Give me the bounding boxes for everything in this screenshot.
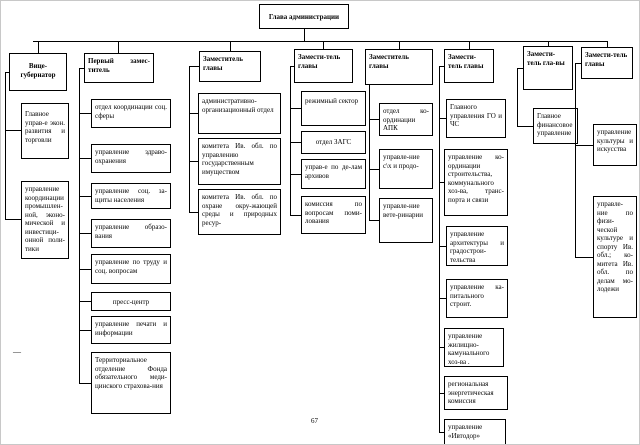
connector-line <box>290 66 291 216</box>
connector-line <box>290 215 301 216</box>
org-unit-box: управление архитектуры и градострои-тельства <box>446 226 508 266</box>
connector-line <box>5 130 21 131</box>
org-unit-box: Главное финансовое управление <box>533 108 578 144</box>
org-unit-box: Главного управления ГО и ЧС <box>446 99 506 138</box>
connector-line <box>439 118 446 119</box>
connector-line <box>189 161 198 162</box>
connector-line <box>369 119 379 120</box>
connector-line <box>304 29 305 41</box>
org-unit-box: комитета Ив. обл. по охране окру-жающей среды и природных ресур- <box>198 189 281 235</box>
connector-line <box>189 66 190 212</box>
connector-line <box>439 246 446 247</box>
box-vice-governor: Вице-губернатор <box>9 53 67 91</box>
org-unit-box: управление соц. за-щиты населения <box>91 183 171 209</box>
org-unit-box: управление по труду и соц. вопросам <box>91 254 171 284</box>
org-unit-box: отдел ЗАГС <box>301 131 366 154</box>
connector-line <box>79 68 80 383</box>
connector-line <box>290 174 301 175</box>
org-unit-box: комиссия по вопросам поми-лования <box>301 196 366 234</box>
org-unit-box: Территориальное отделение Фонда обязательного меди-цинского страхова-ния <box>91 352 171 414</box>
connector-line <box>517 68 518 126</box>
connector-line <box>79 330 91 331</box>
org-unit-box: управление печати и информации <box>91 316 171 344</box>
connector-line <box>79 158 91 159</box>
org-unit-box: отдел координации соц. сферы <box>91 99 171 128</box>
org-unit-box: управ-е по де-лам архивов <box>301 159 366 189</box>
org-unit-box: пресс-центр <box>91 292 171 311</box>
connector-line <box>79 269 91 270</box>
connector-line <box>79 113 91 114</box>
page-number: 67 <box>311 417 318 425</box>
org-unit-box: управле-ние вете-ринарии <box>379 198 433 243</box>
connector-line <box>369 169 379 170</box>
connector-line <box>79 196 91 197</box>
connector-line <box>33 41 608 42</box>
org-unit-box: административно-организационный отдел <box>198 93 281 134</box>
connector-line <box>517 126 533 127</box>
org-unit-box: управление культуры и искусства <box>593 124 637 166</box>
connector-line <box>369 85 370 220</box>
org-unit-box: комитета Ив. обл. по управлению государственным имуществом <box>198 138 281 185</box>
connector-line <box>189 113 198 114</box>
connector-line <box>439 66 440 432</box>
connector-line <box>469 41 470 49</box>
connector-line <box>439 298 446 299</box>
box-deputy-head-5: Заместитель главы <box>365 49 433 85</box>
connector-line <box>5 219 21 220</box>
connector-line <box>230 41 231 51</box>
connector-line <box>79 383 91 384</box>
org-unit-box: управление образо-вания <box>91 219 171 248</box>
connector-line <box>290 142 301 143</box>
org-unit-box: управление ка-питального строит. <box>446 279 508 318</box>
box-head-of-administration: Глава администрации <box>259 4 349 29</box>
connector-line <box>323 41 324 49</box>
org-unit-box: режимный сектор <box>301 91 366 126</box>
org-unit-box: региональная энергетическая комиссия <box>444 376 508 410</box>
connector-line <box>5 72 6 219</box>
org-unit-box: управле-ние с\х и продо- <box>379 149 433 189</box>
org-unit-box: управле-ние по физи-ческой культуре и спорту Ив. обл.; ко-митета Ив. обл. по делам мо-лодежи <box>593 196 637 318</box>
margin-dash: — <box>13 347 21 356</box>
connector-line <box>290 108 301 109</box>
connector-line <box>79 233 91 234</box>
box-first-deputy: Первый замес-титель <box>84 53 154 83</box>
connector-line <box>575 63 576 257</box>
org-unit-box: управление координации промышлен-ной, эконо-мической и инвестици-онной поли-тики <box>21 181 69 259</box>
connector-line <box>79 301 91 302</box>
connector-line <box>575 145 593 146</box>
connector-line <box>399 41 400 49</box>
org-unit-box: управление здраво-охранения <box>91 144 171 173</box>
org-unit-box: управление ко-ординации строительства, коммунального хоз-ва, транс-порта и связи <box>444 149 508 216</box>
connector-line <box>369 220 379 221</box>
box-deputy-head-8: Замести-тель главы <box>581 47 633 79</box>
box-deputy-head-3: Заместитель главы <box>199 51 261 82</box>
connector-line <box>189 66 199 67</box>
connector-line <box>38 41 39 53</box>
connector-line <box>118 41 119 53</box>
org-unit-box: отдел ко-ординации АПК <box>379 103 433 136</box>
connector-line <box>189 212 198 213</box>
org-unit-box: управление жилищно-камунального хоз-ва . <box>444 328 504 367</box>
org-unit-box: управление «Ивтодор» <box>444 419 506 445</box>
connector-line <box>575 257 593 258</box>
box-deputy-head-6: Замести-тель главы <box>444 49 494 83</box>
box-deputy-head-7: Замести-тель гла-вы <box>523 46 573 90</box>
box-deputy-head-4: Замести-тель главы <box>294 49 353 83</box>
org-unit-box: Главное управ-е экон. развития и торговли <box>21 103 69 159</box>
